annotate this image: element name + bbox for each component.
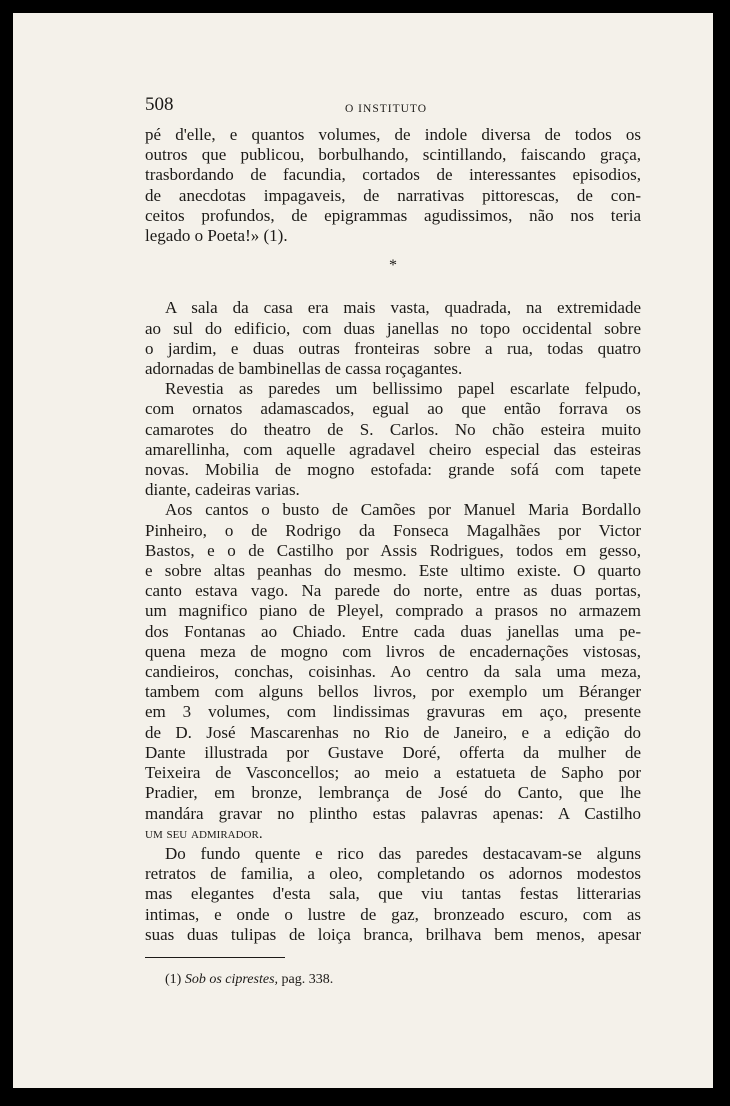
section-separator: * — [389, 257, 397, 275]
footnote — [145, 970, 641, 990]
page-content — [145, 95, 641, 990]
book-page — [13, 13, 713, 1088]
text-line: Bastos, e o de Castilho por Assis Rodrigues, todos em gesso, — [145, 540, 641, 560]
text-line: novas. Mobilia de mogno estofada: grande sofá com tapete — [145, 460, 641, 480]
text-line: mas elegantes d'esta sala, que viu tantas festas litterarias — [145, 884, 641, 904]
text-line: ceitos profundos, de epigrammas agudissimos, não nos teria — [145, 205, 641, 225]
text-line: canto estava vago. Na parede do norte, entre as duas portas, — [145, 581, 641, 601]
footnote-ref: pag. 338. — [281, 971, 334, 987]
page-header — [145, 95, 641, 125]
paragraph-fundo — [145, 844, 641, 945]
text-line: com ornatos adamascados, egual ao que então forrava os — [145, 399, 641, 419]
text-line: camarotes do theatro de S. Carlos. No chão esteira muito — [145, 419, 641, 439]
paragraph-paredes — [145, 379, 641, 500]
text-line: pé d'elle, e quantos volumes, de indole diversa de todos os — [145, 125, 641, 144]
text-line: diante, cadeiras varias. — [145, 480, 300, 500]
text-line: retratos de familia, a oleo, completando os adornos modestos — [145, 864, 641, 884]
footnote-title: Sob os ciprestes, — [184, 971, 279, 987]
text-line: Pinheiro, o de Rodrigo da Fonseca Magalhães por Victor — [145, 520, 641, 540]
paragraph-continued — [145, 125, 641, 246]
text-line: tambem com alguns bellos livros, por exemplo um Béranger — [145, 682, 641, 702]
text-line: legado o Poeta!» (1). — [145, 226, 288, 246]
text-line: mandára gravar no plintho estas palavras apenas: A Castilho — [145, 803, 641, 823]
footnote-marker: (1) — [165, 971, 182, 987]
text-line: A sala da casa era mais vasta, quadrada, na extremidade — [165, 298, 641, 318]
text-line: Do fundo quente e rico das paredes destacavam-se alguns — [165, 843, 641, 863]
paragraph-cantos — [145, 500, 641, 843]
page-number: 508 — [145, 94, 174, 115]
text-line: em 3 volumes, com lindissimas gravuras em aço, presente — [145, 702, 641, 722]
text-line: quena meza de mogno com livros de encadernações vistosas, — [145, 641, 641, 661]
text-line: outros que publicou, borbulhando, scintillando, faiscando graça, — [145, 145, 641, 165]
text-line: o jardim, e duas outras fronteiras sobre a rua, todas quatro — [145, 338, 641, 358]
text-line: um magnifico piano de Pleyel, comprado a prasos no armazem — [145, 601, 641, 621]
text-line: adornadas de bambinellas de cassa roçagantes. — [145, 359, 463, 379]
text-line: Revestia as paredes um bellissimo papel escarlate felpudo, — [165, 379, 641, 399]
text-line: Dante illustrada por Gustave Doré, offerta da mulher de — [145, 742, 641, 762]
text-line: trasbordando de facundia, cortados de interessantes episodios, — [145, 165, 641, 185]
paragraph-sala — [145, 298, 641, 379]
text-line: intimas, e onde o lustre de gaz, bronzeado escuro, com as — [145, 904, 641, 924]
text-line: e sobre altas peanhas do mesmo. Este ultimo existe. O quarto — [145, 561, 641, 581]
text-line: amarellinha, com aquelle agradavel cheiro especial das esteiras — [145, 439, 641, 459]
text-line: Pradier, em bronze, lembrança de José do Canto, que lhe — [145, 783, 641, 803]
text-line: um seu admirador. — [145, 825, 263, 842]
text-line: de D. José Mascarenhas no Rio de Janeiro, e a edição do — [145, 722, 641, 742]
text-line: dos Fontanas ao Chiado. Entre cada duas janellas uma pe- — [145, 621, 641, 641]
text-line: Aos cantos o busto de Camões por Manuel Maria Bordallo — [165, 500, 641, 520]
text-line: Teixeira de Vasconcellos; ao meio a estatueta de Sapho por — [145, 763, 641, 783]
running-title: O INSTITUTO — [345, 103, 428, 115]
text-line: candieiros, conchas, coisinhas. Ao centro da sala uma meza, — [145, 662, 641, 682]
text-line: ao sul do edificio, com duas janellas no topo occidental sobre — [145, 318, 641, 338]
text-line: de anecdotas impagaveis, de narrativas pittorescas, de con- — [145, 185, 641, 205]
text-line: suas duas tulipas de loiça branca, brilhava bem menos, apesar — [145, 924, 641, 944]
footnote-rule — [145, 957, 285, 958]
